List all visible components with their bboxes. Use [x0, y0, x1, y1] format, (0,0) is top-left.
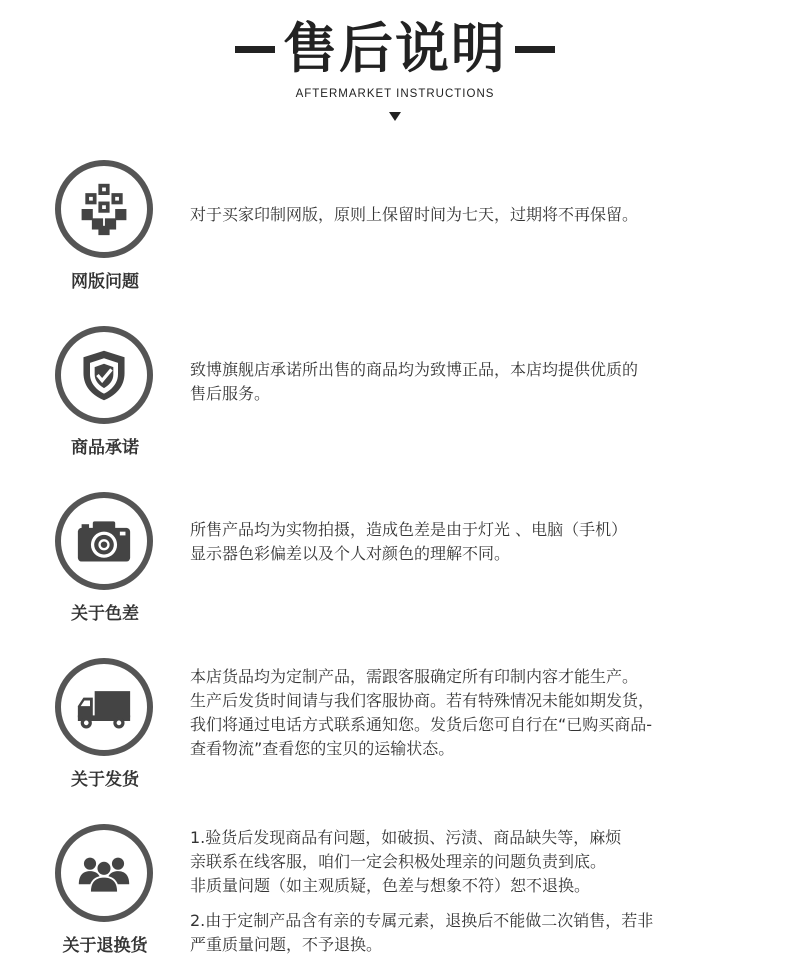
item-label: 关于色差 — [71, 604, 139, 624]
down-arrow-icon — [389, 112, 401, 121]
truck-icon — [55, 658, 153, 756]
title-row — [0, 14, 790, 84]
title-dash-left — [235, 46, 275, 53]
description-line: 查看物流”查看您的宝贝的运输状态。 — [190, 739, 455, 758]
description-line: 2.由于定制产品含有亲的专属元素，退换后不能做二次销售，若非 — [190, 911, 654, 930]
item-label: 商品承诺 — [71, 438, 139, 458]
camera-icon — [55, 492, 153, 590]
cube-icon — [55, 160, 153, 258]
description-line: 生产后发货时间请与我们客服协商。若有特殊情况未能如期发货， — [190, 691, 655, 710]
description-line: 1.验货后发现商品有问题，如破损、污渍、商品缺失等，麻烦 — [190, 828, 622, 847]
description-line: 售后服务。 — [190, 384, 271, 403]
description-line: 所售产品均为实物拍摄，造成色差是由于灯光 、电脑（手机） — [190, 520, 628, 539]
title-dash-right — [515, 46, 555, 53]
item-description — [190, 203, 770, 227]
item-label: 网版问题 — [71, 272, 139, 292]
description-line: 致博旗舰店承诺所出售的商品均为致博正品，本店均提供优质的 — [190, 360, 639, 379]
item-description — [190, 665, 770, 761]
item-label: 关于发货 — [71, 770, 139, 790]
description-line: 对于买家印制网版，原则上保留时间为七天，过期将不再保留。 — [190, 205, 639, 224]
page-subtitle: AFTERMARKET INSTRUCTIONS — [295, 88, 495, 100]
item-description — [190, 518, 770, 566]
description-line: 本店货品均为定制产品，需跟客服确定所有印制内容才能生产。 — [190, 667, 639, 686]
description-line: 我们将通过电话方式联系通知您。发货后您可自行在“已购买商品- — [190, 715, 653, 734]
item-label: 关于退换货 — [62, 936, 148, 956]
header — [0, 0, 790, 130]
item-description — [190, 358, 770, 406]
description-line: 显示器色彩偏差以及个人对颜色的理解不同。 — [190, 544, 511, 563]
page-title: 售后说明 — [283, 17, 507, 80]
shield-icon — [55, 326, 153, 424]
description-line: 严重质量问题，不予退换。 — [190, 935, 383, 954]
description-line: 亲联系在线客服，咱们一定会积极处理亲的问题负责到底。 — [190, 852, 607, 871]
item-description — [190, 826, 770, 957]
description-line: 非质量问题（如主观质疑，色差与想象不符）恕不退换。 — [190, 876, 591, 895]
people-icon — [55, 824, 153, 922]
